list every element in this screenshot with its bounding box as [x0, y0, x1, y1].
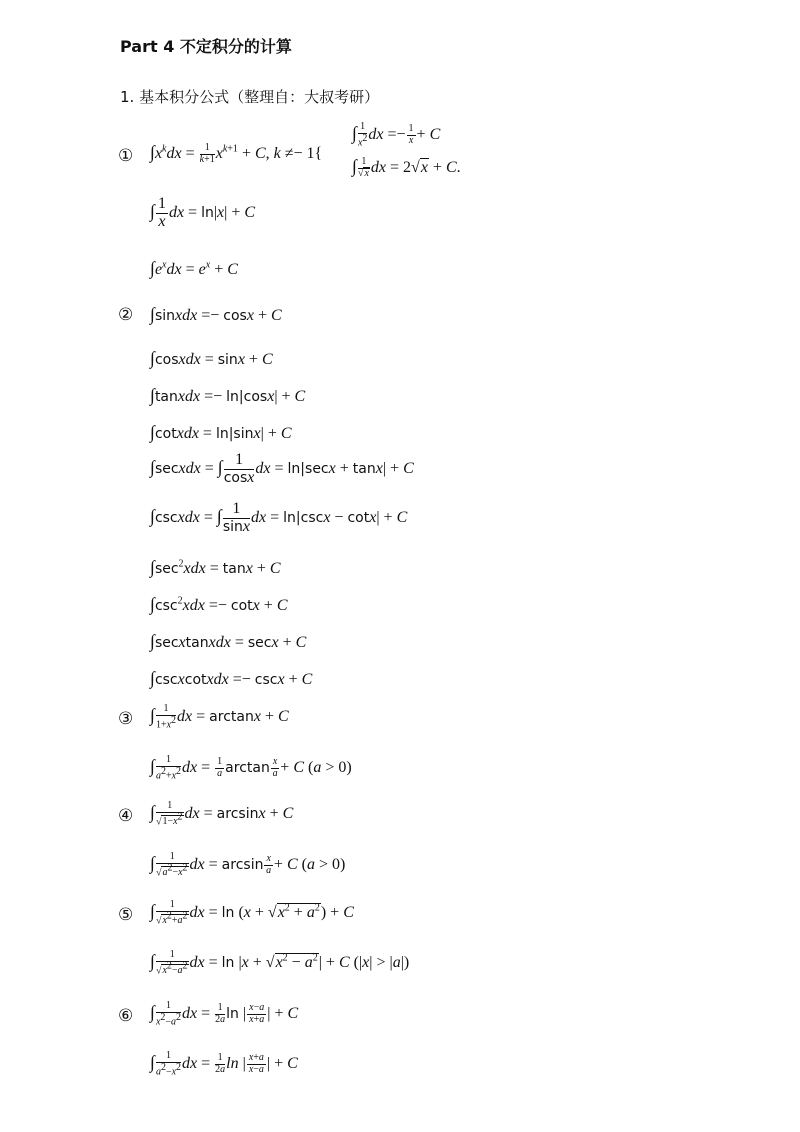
- marker-4: ④: [118, 806, 134, 826]
- formula-arcsin-a: ∫ $\frac{1}{√a^2-x^2}$ dx = arcsin $\frac{x}{a}$ + C (a > 0): [150, 851, 346, 878]
- section-heading: [120, 86, 379, 107]
- formula-ln-minus: ∫ $\frac{1}{√x^2-a^2}$ dx = $\ln |x + √x^2 - a^2| + C$ (|x| > |a|): [150, 949, 410, 976]
- formula-exponential: $\int e^xdx = e^x + C$: [150, 258, 238, 278]
- formula-x2-minus-a2: ∫ $\frac{1}{x^2-a^2}$ dx = $\frac{1}{2a}$ ln | $\frac{x-a}{x+a}$ | + C: [150, 1000, 299, 1027]
- section-label: 1. 基本积分公式（整理自：: [120, 88, 305, 106]
- formula-cot: ∫cotxdx = ln|sinx| + C: [150, 422, 292, 442]
- formula-power-rule: $\int x^kdx$ = $\frac{1}{k+1}$ $x^{k+1} + C$, k ≠− 1{: [150, 142, 323, 165]
- marker-1: ①: [118, 146, 134, 166]
- formula-csc-cot: ∫cscxcotxdx =− cscx + C: [150, 668, 313, 688]
- page-title: Part 4 不定积分的计算: [120, 37, 292, 56]
- formula-sec-squared: $\int\sec^2xdx = \tan x + C$: [150, 557, 281, 577]
- section-close: ）: [364, 88, 380, 106]
- marker-5: ⑤: [118, 905, 134, 925]
- formula-a2-minus-x2: ∫ $\frac{1}{a^2-x^2}$ dx = $\frac{1}{2a}$ ln | $\frac{x+a}{x-a}$ | + C: [150, 1050, 298, 1077]
- formula-csc: ∫cscxdx = ∫ $\frac{1}{\sin x}$ dx = ln|cscx − cotx| + C: [150, 500, 408, 535]
- section-credit: 大叔考研: [304, 88, 365, 106]
- marker-6: ⑥: [118, 1006, 134, 1026]
- formula-reciprocal: ∫ $\frac{1}{x}$ dx = ln|x| + C: [150, 195, 256, 230]
- formula-csc-squared: $\int\csc^2xdx =- \cot x + C$: [150, 594, 288, 614]
- formula-inv-sqrt: ∫ $\frac{1}{√x}$ dx = 2√x + C.: [352, 156, 461, 179]
- formula-sin: ∫sinxdx =− cosx + C: [150, 304, 282, 324]
- marker-3: ③: [118, 709, 134, 729]
- formula-tan: ∫tanxdx =− ln|cosx| + C: [150, 385, 306, 405]
- formula-ln-plus: ∫ $\frac{1}{√x^2+a^2}$ dx = $\ln (x + √x^2 + a^2) + C$: [150, 899, 354, 926]
- formula-arctan: ∫ $\frac{1}{1+x^2}$ dx = arctanx + C: [150, 703, 289, 730]
- formula-cos: ∫cosxdx = sinx + C: [150, 348, 273, 368]
- formula-sec: ∫secxdx = ∫ $\frac{1}{\cos x}$ dx = ln|secx + tanx| + C: [150, 451, 414, 486]
- formula-arctan-a: ∫ $\frac{1}{a^2+x^2}$ dx = $\frac{1}{a}$ arctan $\frac{x}{a}$ + C (a > 0): [150, 754, 352, 781]
- formula-inv-square: ∫ $\frac{1}{x^2}$ dx =− $\frac{1}{x}$ + C: [352, 121, 441, 148]
- marker-2: ②: [118, 305, 134, 325]
- formula-arcsin: ∫ $\frac{1}{√1-x^2}$ dx = arcsinx + C: [150, 800, 294, 827]
- formula-sec-tan: ∫secxtanxdx = secx + C: [150, 631, 307, 651]
